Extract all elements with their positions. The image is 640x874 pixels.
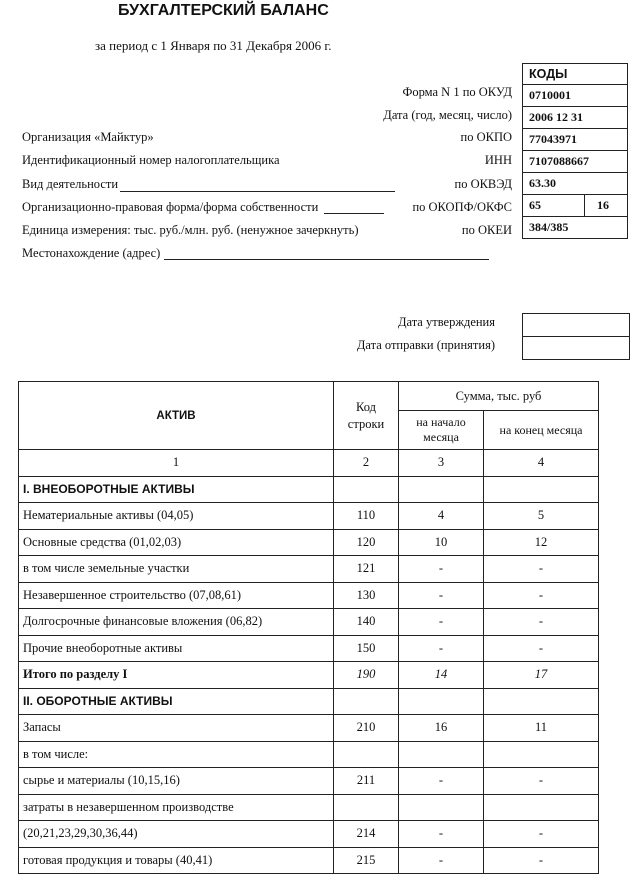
row-start — [399, 741, 484, 768]
date-label: Дата (год, месяц, число) — [383, 108, 512, 122]
okud-code: 0710001 — [523, 85, 628, 107]
row-code: 140 — [334, 609, 399, 636]
okopf-code: 65 — [523, 195, 585, 217]
row-code — [334, 741, 399, 768]
row-start: 16 — [399, 715, 484, 742]
okei-label: по ОКЕИ — [461, 223, 512, 237]
row-code: 130 — [334, 582, 399, 609]
row-name: затраты в незавершенном производстве — [19, 794, 334, 821]
row-start: 14 — [399, 662, 484, 689]
okei-code: 384/385 — [523, 217, 628, 239]
table-row — [19, 556, 599, 583]
row-start — [399, 794, 484, 821]
asset-column-header: АКТИВ — [19, 382, 334, 450]
row-start: - — [399, 847, 484, 874]
row-start: - — [399, 768, 484, 795]
row-code: 150 — [334, 635, 399, 662]
table-row — [19, 609, 599, 636]
row-code: 214 — [334, 821, 399, 848]
table-row — [19, 715, 599, 742]
address-underline — [164, 259, 489, 260]
row-end: 12 — [484, 529, 599, 556]
row-start: 4 — [399, 503, 484, 530]
table-row — [19, 662, 599, 689]
row-name: в том числе: — [19, 741, 334, 768]
col-num-1: 1 — [19, 450, 334, 477]
table-row — [19, 582, 599, 609]
row-end: - — [484, 609, 599, 636]
table-row — [19, 821, 599, 848]
report-period: за период с 1 Января по 31 Декабря 2006 г. — [95, 38, 332, 53]
okud-label: Форма N 1 по ОКУД — [402, 85, 512, 99]
start-column-header: на начало месяца — [399, 411, 484, 450]
row-name: Прочие внеоборотные активы — [19, 635, 334, 662]
row-name: (20,21,23,29,30,36,44) — [19, 821, 334, 848]
section-title: I. ВНЕОБОРОТНЫЕ АКТИВЫ — [19, 476, 334, 503]
row-end: 17 — [484, 662, 599, 689]
row-name: в том числе земельные участки — [19, 556, 334, 583]
okved-label: по ОКВЭД — [454, 177, 512, 191]
table-row — [19, 847, 599, 874]
row-start: - — [399, 635, 484, 662]
table-row — [19, 768, 599, 795]
legal-form-label: Организационно-правовая форма/форма собственности — [22, 200, 319, 214]
row-name: Долгосрочные финансовые вложения (06,82) — [19, 609, 334, 636]
row-end: 5 — [484, 503, 599, 530]
row-name: Запасы — [19, 715, 334, 742]
unit-label: Единица измерения: тыс. руб./млн. руб. (ненужное зачеркнуть) — [22, 223, 359, 237]
inn-label: Идентификационный номер налогоплательщика — [22, 153, 280, 167]
total-row-name: Итого по разделу I — [19, 662, 334, 689]
row-start: - — [399, 609, 484, 636]
row-start: 10 — [399, 529, 484, 556]
row-name: Незавершенное строительство (07,08,61) — [19, 582, 334, 609]
row-code: 110 — [334, 503, 399, 530]
row-end: - — [484, 847, 599, 874]
table-row — [19, 688, 599, 715]
row-start: - — [399, 556, 484, 583]
row-end: - — [484, 556, 599, 583]
document-title: БУХГАЛТЕРСКИЙ БАЛАНС — [118, 2, 329, 19]
row-end: - — [484, 768, 599, 795]
table-row — [19, 635, 599, 662]
inn-code: 7107088667 — [523, 151, 628, 173]
balance-table — [18, 381, 599, 874]
row-name: Нематериальные активы (04,05) — [19, 503, 334, 530]
code-column-header: Код строки — [334, 382, 399, 450]
row-name: сырье и материалы (10,15,16) — [19, 768, 334, 795]
col-num-4: 4 — [484, 450, 599, 477]
row-code: 120 — [334, 529, 399, 556]
codes-table — [522, 63, 628, 239]
address-label: Местонахождение (адрес) — [22, 246, 161, 260]
row-end — [484, 794, 599, 821]
row-code: 210 — [334, 715, 399, 742]
section-title: II. ОБОРОТНЫЕ АКТИВЫ — [19, 688, 334, 715]
sent-date-label: Дата отправки (принятия) — [356, 338, 495, 352]
activity-label: Вид деятельности — [22, 177, 119, 191]
codes-header: КОДЫ — [523, 64, 628, 85]
okpo-label: по ОКПО — [460, 130, 512, 144]
end-column-header: на конец месяца — [484, 411, 599, 450]
table-row — [19, 529, 599, 556]
sum-column-header: Сумма, тыс. руб — [399, 382, 599, 411]
col-num-2: 2 — [334, 450, 399, 477]
row-name: Основные средства (01,02,03) — [19, 529, 334, 556]
row-code: 215 — [334, 847, 399, 874]
approval-date-field[interactable] — [522, 313, 630, 337]
table-row — [19, 794, 599, 821]
row-end: - — [484, 582, 599, 609]
row-code: 190 — [334, 662, 399, 689]
date-code: 2006 12 31 — [523, 107, 628, 129]
row-end: 11 — [484, 715, 599, 742]
row-name: готовая продукция и товары (40,41) — [19, 847, 334, 874]
approval-date-label: Дата утверждения — [397, 315, 495, 329]
row-code: 211 — [334, 768, 399, 795]
row-start: - — [399, 821, 484, 848]
row-start: - — [399, 582, 484, 609]
legal-form-underline — [324, 213, 384, 214]
organization-label: Организация «Майктур» — [22, 130, 154, 144]
okved-code: 63.30 — [523, 173, 628, 195]
okfs-code: 16 — [585, 195, 628, 217]
row-code — [334, 794, 399, 821]
col-num-3: 3 — [399, 450, 484, 477]
row-end: - — [484, 635, 599, 662]
row-end: - — [484, 821, 599, 848]
inn-code-label: ИНН — [484, 153, 512, 167]
row-end — [484, 741, 599, 768]
table-row — [19, 741, 599, 768]
okopf-label: по ОКОПФ/ОКФС — [412, 200, 512, 214]
okpo-code: 77043971 — [523, 129, 628, 151]
table-row — [19, 503, 599, 530]
table-row — [19, 476, 599, 503]
sent-date-field[interactable] — [522, 336, 630, 360]
activity-underline — [120, 191, 395, 192]
row-code: 121 — [334, 556, 399, 583]
